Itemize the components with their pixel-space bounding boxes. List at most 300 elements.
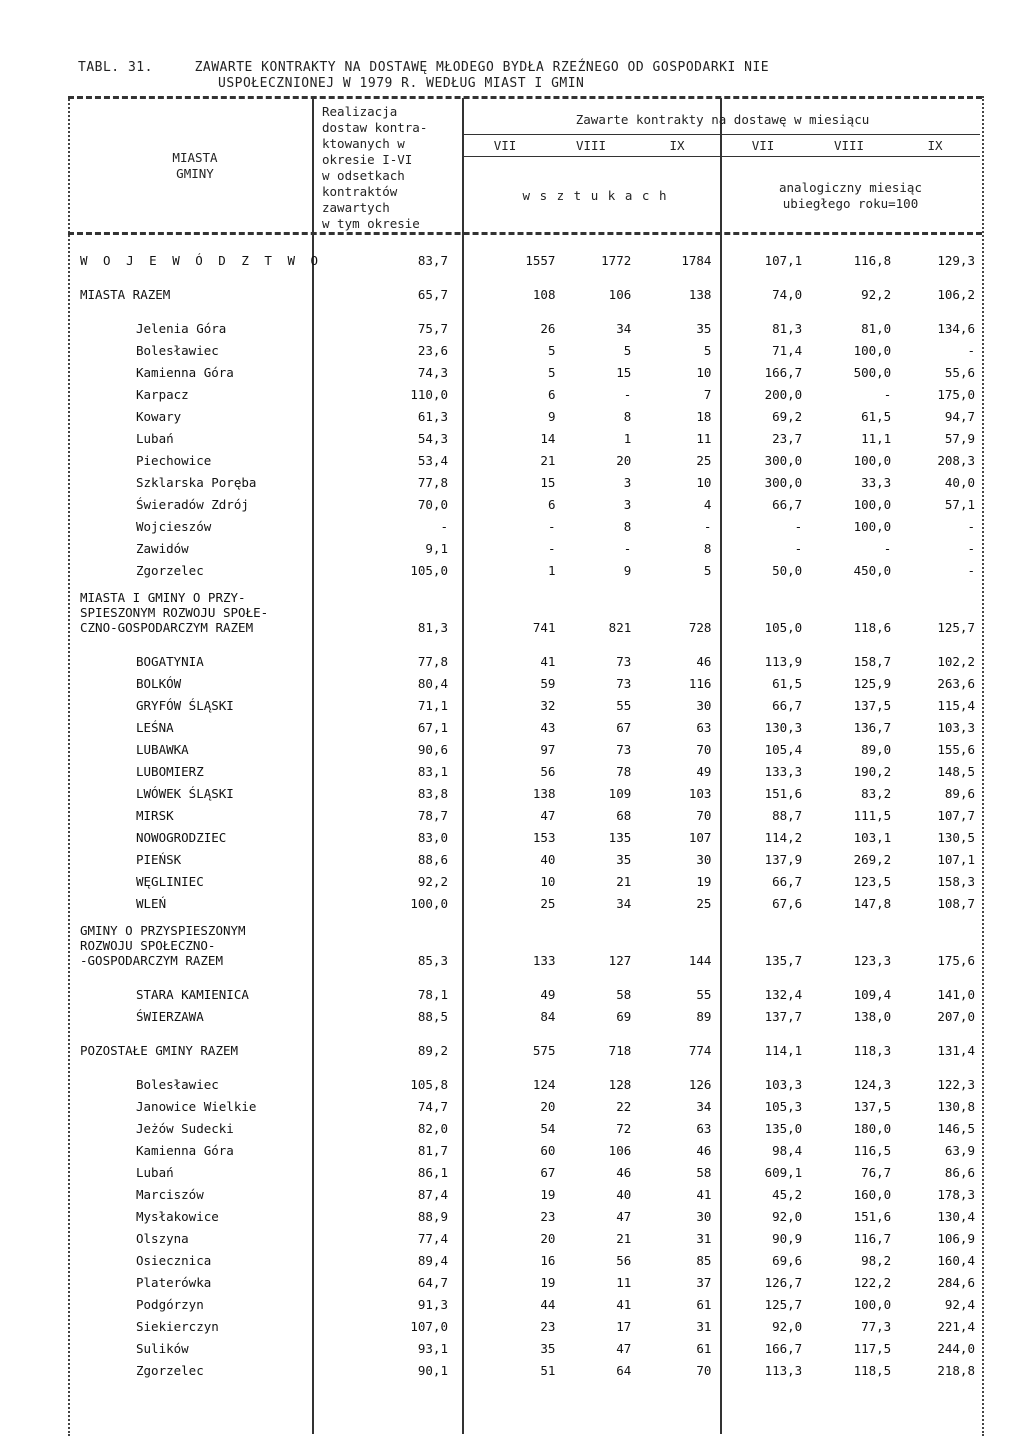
cell-value: 116 (688, 676, 712, 691)
cell-value: 128 (608, 1077, 632, 1092)
cell-value: 108,7 (937, 896, 975, 911)
cell-value: 103 (688, 786, 712, 801)
row-label: MIASTA I GMINY O PRZY- SPIESZONYM ROZWOJU SPOŁE- CZNO-GOSPODARCZYM RAZEM (80, 590, 269, 635)
cell-value: - (794, 519, 803, 534)
table-row (80, 757, 975, 779)
cell-value: 54,3 (417, 431, 448, 446)
cell-value: 123,5 (853, 874, 892, 889)
cell-value: 77,8 (417, 475, 448, 490)
table-row (80, 534, 975, 556)
cell-value: 126,7 (764, 1275, 803, 1290)
cell-value: - (547, 519, 556, 534)
cell-value: 23,6 (417, 343, 448, 358)
cell-value: 131,4 (937, 1043, 975, 1058)
header-month-ix: IX (669, 138, 685, 153)
cell-value: 180,0 (853, 1121, 892, 1136)
cell-value: 207,0 (937, 1009, 975, 1024)
cell-value: 54 (540, 1121, 556, 1136)
cell-value: 127 (608, 953, 632, 968)
cell-value: 137,7 (764, 1009, 803, 1024)
cell-value: 25 (540, 896, 556, 911)
cell-value: 107,7 (937, 808, 975, 823)
cell-value: 58 (616, 987, 632, 1002)
row-label: MIASTA RAZEM (80, 287, 171, 302)
cell-value: 221,4 (937, 1319, 975, 1334)
cell-value: 63 (696, 720, 712, 735)
cell-value: 8 (623, 409, 632, 424)
cell-value: 21 (540, 453, 556, 468)
cell-value: 88,6 (417, 852, 448, 867)
cell-value: 200,0 (764, 387, 803, 402)
cell-value: 23 (540, 1209, 556, 1224)
row-label: Zgorzelec (136, 563, 204, 578)
table-row (80, 1312, 975, 1334)
table-row (80, 867, 975, 889)
cell-value: 122,2 (853, 1275, 892, 1290)
cell-value: 89,4 (417, 1253, 448, 1268)
row-label: Olszyna (136, 1231, 189, 1246)
cell-value: 130,8 (937, 1099, 975, 1114)
cell-value: - (623, 541, 632, 556)
cell-value: 102,2 (937, 654, 975, 669)
cell-value: 100,0 (853, 519, 892, 534)
cell-value: 5 (547, 343, 556, 358)
cell-value: 126 (688, 1077, 712, 1092)
cell-value: 151,6 (853, 1209, 892, 1224)
cell-value: 10 (696, 365, 712, 380)
cell-value: 9,1 (425, 541, 448, 556)
cell-value: 1784 (681, 253, 712, 268)
spacer-cell (80, 968, 975, 980)
cell-value: 130,5 (937, 830, 975, 845)
cell-value: 83,7 (417, 253, 448, 268)
cell-value: 105,8 (410, 1077, 448, 1092)
cell-value: 5 (703, 563, 712, 578)
cell-value: 70 (696, 808, 712, 823)
table-row (80, 735, 975, 757)
cell-value: 90,9 (772, 1231, 803, 1246)
row-label: LUBAWKA (136, 742, 189, 757)
cell-value: 166,7 (764, 1341, 803, 1356)
cell-value: 83,0 (417, 830, 448, 845)
cell-value: 70 (696, 742, 712, 757)
cell-value: 67 (540, 1165, 556, 1180)
cell-value: 69,6 (772, 1253, 803, 1268)
row-spacer (80, 1024, 975, 1036)
header-month-viii-index: VIII (833, 138, 865, 153)
table-row (80, 590, 975, 635)
row-label: Kowary (136, 409, 182, 424)
table-row (80, 1224, 975, 1246)
cell-value: 77,4 (417, 1231, 448, 1246)
cell-value: 4 (703, 497, 712, 512)
cell-value: 34 (696, 1099, 712, 1114)
cell-value: 88,5 (417, 1009, 448, 1024)
cell-value: 21 (616, 874, 632, 889)
table-row (80, 1002, 975, 1024)
cell-value: 46 (616, 1165, 632, 1180)
spacer-cell (80, 268, 975, 280)
cell-value: 774 (688, 1043, 712, 1058)
row-label: STARA KAMIENICA (136, 987, 249, 1002)
cell-value: 135 (608, 830, 632, 845)
cell-value: 158,3 (937, 874, 975, 889)
cell-value: 300,0 (764, 475, 803, 490)
cell-value: 103,1 (853, 830, 892, 845)
row-label: LUBOMIERZ (136, 764, 204, 779)
cell-value: 190,2 (853, 764, 892, 779)
data-table (80, 246, 975, 1378)
cell-value: 107 (688, 830, 712, 845)
cell-value: 89,6 (944, 786, 975, 801)
cell-value: 158,7 (853, 654, 892, 669)
cell-value: 135,0 (764, 1121, 803, 1136)
row-spacer (80, 968, 975, 980)
cell-value: 147,8 (853, 896, 892, 911)
header-month-ix-index: IX (927, 138, 943, 153)
cell-value: 108 (532, 287, 556, 302)
cell-value: 89 (696, 1009, 712, 1024)
cell-value: 300,0 (764, 453, 803, 468)
cell-value: 109,4 (853, 987, 892, 1002)
cell-value: 107,1 (764, 253, 803, 268)
cell-value: 114,2 (764, 830, 803, 845)
cell-value: 106 (608, 1143, 632, 1158)
cell-value: 18 (696, 409, 712, 424)
cell-value: 107,1 (937, 852, 975, 867)
spacer-cell (80, 578, 975, 590)
cell-value: 22 (616, 1099, 632, 1114)
cell-value: 153 (532, 830, 556, 845)
row-label: POZOSTAŁE GMINY RAZEM (80, 1043, 239, 1058)
cell-value: 118,5 (853, 1363, 892, 1378)
cell-value: 68 (616, 808, 632, 823)
cell-value: 89,0 (861, 742, 892, 757)
cell-value: 134,6 (937, 321, 975, 336)
cell-value: 35 (696, 321, 712, 336)
cell-value: 92,4 (944, 1297, 975, 1312)
cell-value: 100,0 (853, 497, 892, 512)
cell-value: 97 (540, 742, 556, 757)
cell-value: 93,1 (417, 1341, 448, 1356)
cell-value: 218,8 (937, 1363, 975, 1378)
cell-value: 94,7 (944, 409, 975, 424)
cell-value: 155,6 (937, 742, 975, 757)
spacer-cell (80, 635, 975, 647)
cell-value: 137,5 (853, 1099, 892, 1114)
cell-value: 118,6 (853, 620, 892, 635)
cell-value: - (440, 519, 448, 534)
row-label: PIEŃSK (136, 852, 182, 867)
cell-value: 148,5 (937, 764, 975, 779)
cell-value: 67 (616, 720, 632, 735)
group-rule (462, 134, 980, 135)
cell-value: 63,9 (944, 1143, 975, 1158)
row-label: Szklarska Poręba (136, 475, 257, 490)
table-row (80, 713, 975, 735)
cell-value: 61,5 (861, 409, 892, 424)
cell-value: 1 (547, 563, 556, 578)
table-row (80, 512, 975, 534)
cell-value: 8 (703, 541, 712, 556)
cell-value: 103,3 (764, 1077, 803, 1092)
cell-value: 116,7 (853, 1231, 892, 1246)
cell-value: 81,3 (417, 620, 448, 635)
cell-value: 136,7 (853, 720, 892, 735)
cell-value: 5 (703, 343, 712, 358)
cell-value: 7 (703, 387, 712, 402)
cell-value: 137,9 (764, 852, 803, 867)
cell-value: 41 (540, 654, 556, 669)
table-row (80, 1356, 975, 1378)
cell-value: 17 (616, 1319, 632, 1334)
cell-value: 160,0 (853, 1187, 892, 1202)
table-row (80, 1180, 975, 1202)
table-row (80, 1070, 975, 1092)
table-row (80, 1158, 975, 1180)
cell-value: 70 (696, 1363, 712, 1378)
cell-value: 821 (608, 620, 632, 635)
cell-value: - (967, 343, 975, 358)
header-unit-pieces: w s z t u k a c h (522, 188, 668, 203)
cell-value: 40 (540, 852, 556, 867)
cell-value: 14 (540, 431, 556, 446)
cell-value: 130,4 (937, 1209, 975, 1224)
cell-value: 16 (540, 1253, 556, 1268)
row-label: ŚWIERZAWA (136, 1009, 204, 1024)
cell-value: 116,5 (853, 1143, 892, 1158)
title-line-2: USPOŁECZNIONEJ W 1979 R. WEDŁUG MIAST I GMIN (218, 76, 585, 91)
cell-value: 74,0 (772, 287, 803, 302)
cell-value: 151,6 (764, 786, 803, 801)
cell-value: 125,7 (764, 1297, 803, 1312)
cell-value: 15 (616, 365, 632, 380)
cell-value: 91,3 (417, 1297, 448, 1312)
cell-value: 35 (616, 852, 632, 867)
table-row (80, 647, 975, 669)
cell-value: 500,0 (853, 365, 892, 380)
cell-value: 67,1 (417, 720, 448, 735)
table-row (80, 1268, 975, 1290)
cell-value: 146,5 (937, 1121, 975, 1136)
cell-value: 244,0 (937, 1341, 975, 1356)
spacer-cell (80, 1024, 975, 1036)
row-label: GMINY O PRZYSPIESZONYM ROZWOJU SPOŁECZNO- -GOSPODARCZYM RAZEM (80, 923, 246, 968)
cell-value: 37 (696, 1275, 712, 1290)
cell-value: 31 (696, 1319, 712, 1334)
table-row (80, 1290, 975, 1312)
cell-value: 11 (696, 431, 712, 446)
cell-value: 133 (532, 953, 556, 968)
table-row (80, 779, 975, 801)
cell-value: - (794, 541, 803, 556)
cell-value: 124 (532, 1077, 556, 1092)
cell-value: 41 (696, 1187, 712, 1202)
table-row (80, 801, 975, 823)
cell-value: 71,1 (417, 698, 448, 713)
table-row (80, 446, 975, 468)
cell-value: 64,7 (417, 1275, 448, 1290)
cell-value: 741 (532, 620, 556, 635)
cell-value: 89,2 (417, 1043, 448, 1058)
cell-value: 284,6 (937, 1275, 975, 1290)
cell-value: 90,6 (417, 742, 448, 757)
cell-value: 53,4 (417, 453, 448, 468)
cell-value: 21 (616, 1231, 632, 1246)
row-label: Marciszów (136, 1187, 204, 1202)
cell-value: - (967, 563, 975, 578)
cell-value: 57,9 (944, 431, 975, 446)
cell-value: 138,0 (853, 1009, 892, 1024)
cell-value: 115,4 (937, 698, 975, 713)
cell-value: 113,3 (764, 1363, 803, 1378)
cell-value: 47 (616, 1341, 632, 1356)
table-row (80, 1036, 975, 1058)
cell-value: 69 (616, 1009, 632, 1024)
row-label: MIRSK (136, 808, 174, 823)
cell-value: 118,3 (853, 1043, 892, 1058)
cell-value: 100,0 (853, 453, 892, 468)
cell-value: 138 (688, 287, 712, 302)
cell-value: 56 (616, 1253, 632, 1268)
cell-value: - (883, 541, 892, 556)
row-label: Mysłakowice (136, 1209, 219, 1224)
cell-value: 46 (696, 654, 712, 669)
cell-value: 76,7 (861, 1165, 892, 1180)
header-city-gmina: MIASTA GMINY (172, 150, 218, 181)
cell-value: 3 (623, 497, 632, 512)
row-spacer (80, 1058, 975, 1070)
title-line-1: TABL. 31. ZAWARTE KONTRAKTY NA DOSTAWĘ MŁODEGO BYDŁA RZEŹNEGO OD GOSPODARKI NIE (78, 60, 770, 75)
cell-value: 138 (532, 786, 556, 801)
table-row (80, 1092, 975, 1114)
row-label: Świeradów Zdrój (136, 497, 249, 512)
header-month-vii: VII (493, 138, 517, 153)
cell-value: 92,0 (772, 1209, 803, 1224)
row-label: Zawidów (136, 541, 189, 556)
cell-value: 92,2 (417, 874, 448, 889)
cell-value: 122,3 (937, 1077, 975, 1092)
table-row (80, 980, 975, 1002)
row-label: LEŚNA (136, 720, 174, 735)
cell-value: 75,7 (417, 321, 448, 336)
table-row (80, 823, 975, 845)
cell-value: 100,0 (410, 896, 448, 911)
cell-value: 609,1 (764, 1165, 803, 1180)
row-spacer (80, 635, 975, 647)
cell-value: 45,2 (772, 1187, 803, 1202)
cell-value: 78 (616, 764, 632, 779)
cell-value: 65,7 (417, 287, 448, 302)
cell-value: 49 (540, 987, 556, 1002)
header-realization: Realizacja dostaw kontra- ktowanych w okresie I-VI w odsetkach kontraktów zawartych w tym okresie (322, 104, 428, 231)
cell-value: 35 (540, 1341, 556, 1356)
row-label: Zgorzelec (136, 1363, 204, 1378)
cell-value: 31 (696, 1231, 712, 1246)
cell-value: 64 (616, 1363, 632, 1378)
cell-value: 81,3 (772, 321, 803, 336)
cell-value: 47 (540, 808, 556, 823)
cell-value: 175,0 (937, 387, 975, 402)
cell-value: 90,1 (417, 1363, 448, 1378)
cell-value: 110,0 (410, 387, 448, 402)
cell-value: 114,1 (764, 1043, 803, 1058)
cell-value: 105,0 (764, 620, 803, 635)
cell-value: 450,0 (853, 563, 892, 578)
cell-value: 105,4 (764, 742, 803, 757)
cell-value: 34 (616, 896, 632, 911)
cell-value: 86,6 (944, 1165, 975, 1180)
spacer-cell (80, 1058, 975, 1070)
header-bottom-rule (68, 232, 982, 235)
cell-value: 85 (696, 1253, 712, 1268)
table-row (80, 669, 975, 691)
cell-value: 166,7 (764, 365, 803, 380)
table-row (80, 424, 975, 446)
cell-value: - (547, 541, 556, 556)
cell-value: 9 (547, 409, 556, 424)
cell-value: 26 (540, 321, 556, 336)
cell-value: 141,0 (937, 987, 975, 1002)
row-label: NOWOGRODZIEC (136, 830, 227, 845)
cell-value: 575 (532, 1043, 556, 1058)
cell-value: 40,0 (944, 475, 975, 490)
cell-value: 105,3 (764, 1099, 803, 1114)
cell-value: 135,7 (764, 953, 803, 968)
cell-value: 100,0 (853, 343, 892, 358)
cell-value: 63 (696, 1121, 712, 1136)
cell-value: 20 (540, 1099, 556, 1114)
cell-value: 106,2 (937, 287, 975, 302)
cell-value: 49 (696, 764, 712, 779)
cell-value: 129,3 (937, 253, 975, 268)
cell-value: 61,5 (772, 676, 803, 691)
cell-value: - (623, 387, 632, 402)
row-label: Siekierczyn (136, 1319, 219, 1334)
cell-value: 263,6 (937, 676, 975, 691)
cell-value: 123,3 (853, 953, 892, 968)
row-label: Osiecznica (136, 1253, 212, 1268)
cell-value: 25 (696, 453, 712, 468)
table-row (80, 923, 975, 968)
table-row (80, 336, 975, 358)
cell-value: 19 (540, 1275, 556, 1290)
table-row (80, 246, 975, 268)
table-row (80, 1246, 975, 1268)
cell-value: 71,4 (772, 343, 803, 358)
row-label: Platerówka (136, 1275, 212, 1290)
table-row (80, 280, 975, 302)
header-unit-index: analogiczny miesiąc ubiegłego roku=100 (779, 180, 922, 211)
cell-value: 10 (540, 874, 556, 889)
row-spacer (80, 268, 975, 280)
cell-value: 85,3 (417, 953, 448, 968)
cell-value: 133,3 (764, 764, 803, 779)
cell-value: 33,3 (861, 475, 892, 490)
row-spacer (80, 578, 975, 590)
cell-value: 58 (696, 1165, 712, 1180)
row-label: Lubań (136, 1165, 174, 1180)
cell-value: 718 (608, 1043, 632, 1058)
cell-value: 41 (616, 1297, 632, 1312)
cell-value: 103,3 (937, 720, 975, 735)
cell-value: 34 (616, 321, 632, 336)
cell-value: 113,9 (764, 654, 803, 669)
cell-value: 67,6 (772, 896, 803, 911)
cell-value: 23,7 (772, 431, 803, 446)
cell-value: 19 (696, 874, 712, 889)
row-label: WĘGLINIEC (136, 874, 204, 889)
